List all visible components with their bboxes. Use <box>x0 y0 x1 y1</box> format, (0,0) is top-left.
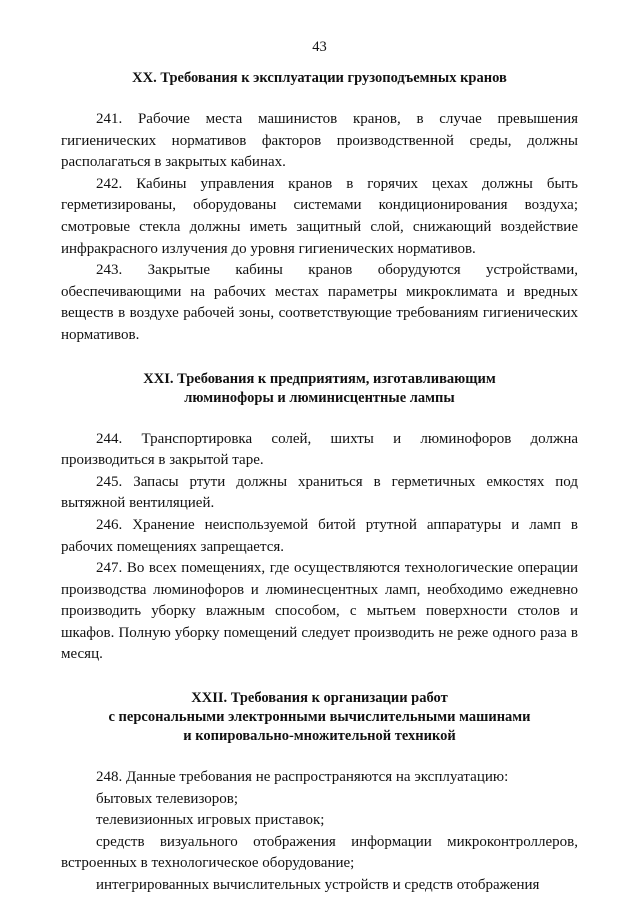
paragraph-244: 244. Транспортировка солей, шихты и люминофоров должна производиться в закрытой таре. <box>61 430 578 469</box>
heading-line: XXI. Требования к предприятиям, изготавливающим <box>143 370 496 387</box>
heading-line: XX. Требования к эксплуатации грузоподъемных кранов <box>132 70 507 86</box>
heading-line: с персональными электронными вычислительными машинами <box>108 709 531 726</box>
heading-line: и копировально-множительной техникой <box>183 728 456 745</box>
paragraph-246: 246. Хранение неиспользуемой битой ртутной аппаратуры и ламп в рабочих помещениях запрещается. <box>61 516 578 555</box>
paragraph-242: 242. Кабины управления кранов в горячих цехах должны быть герметизированы, оборудованы системами кондиционирования воздуха; смотровые стекла должны иметь защитный слой, снижающий воздействие инфракрасного излучения до уровня гигиенических нормативов. <box>61 175 578 257</box>
paragraph-243: 243. Закрытые кабины кранов оборудуются устройствами, обеспечивающими на рабочих местах параметры микроклимата и вредных веществ в воздухе рабочей зоны, соответствующие требованиям гигиенических нормативов. <box>61 262 578 343</box>
heading-line: люминофоры и люминисцентные лампы <box>184 389 455 406</box>
paragraph-248: 248. Данные требования не распространяются на эксплуатацию: <box>96 769 509 786</box>
heading-line: XXII. Требования к организации работ <box>191 690 448 707</box>
list-item: телевизионных игровых приставок; <box>96 812 325 829</box>
paragraph-245: 245. Запасы ртути должны храниться в герметичных емкостях под вытяжной вентиляцией. <box>61 473 578 512</box>
section-heading-xxi <box>61 370 578 408</box>
paragraph-247: 247. Во всех помещениях, где осуществляются технологические операции производства люминофоров и люминесцентных ламп, необходимо ежедневно производить уборку влажным способом, с мытьем поверхности столов и шкафов. Полную уборку помещений следует производить не реже одного раза в месяц. <box>61 560 578 663</box>
paragraph-241: 241. Рабочие места машинистов кранов, в случае превышения гигиенических нормативов факторов производственной среды, должны располагаться в закрытых кабинах. <box>61 111 578 171</box>
section-heading-xxii <box>61 689 578 746</box>
list-item: бытовых телевизоров; <box>96 790 239 807</box>
page-number: 43 <box>312 39 327 55</box>
section-heading-xx <box>61 69 578 88</box>
list-item: интегрированных вычислительных устройств и средств отображения <box>96 877 540 894</box>
list-item: средств визуального отображения информации микроконтроллеров, встроенных в технологическое оборудование; <box>61 833 578 872</box>
